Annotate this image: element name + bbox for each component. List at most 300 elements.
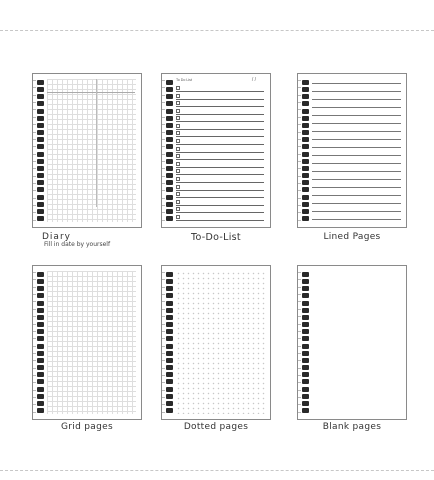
spiral-ring: [37, 293, 44, 298]
spiral-ring: [37, 159, 44, 164]
spiral-ring: [302, 372, 309, 377]
binding-hole: [162, 146, 165, 147]
spiral-ring: [166, 144, 173, 149]
binding-hole: [162, 183, 165, 184]
spiral-ring: [166, 159, 173, 164]
binding-hole: [33, 205, 36, 206]
binding-hole: [162, 168, 165, 169]
spiral-ring: [166, 365, 173, 370]
spiral-ring: [302, 358, 309, 363]
spiral-ring: [302, 272, 309, 277]
binding-hole: [33, 176, 36, 177]
binding-hole: [33, 279, 36, 280]
todo-caption: To-Do-List: [191, 232, 241, 243]
spiral-ring: [166, 180, 173, 185]
binding-hole: [298, 183, 301, 184]
binding-hole: [298, 309, 301, 310]
binding-hole: [33, 294, 36, 295]
spiral-ring: [302, 293, 309, 298]
spiral-ring: [302, 279, 309, 284]
spiral-ring: [166, 173, 173, 178]
binding-hole: [33, 390, 36, 391]
spiral-ring: [302, 187, 309, 192]
binding-hole: [33, 190, 36, 191]
spiral-ring: [166, 101, 173, 106]
spiral-ring: [166, 315, 173, 320]
spiral-ring: [166, 322, 173, 327]
spiral-ring: [166, 216, 173, 221]
todo-row: [176, 115, 264, 122]
binding-hole: [162, 132, 165, 133]
binding-hole: [33, 80, 36, 81]
spiral-ring: [37, 372, 44, 377]
binding-hole: [298, 176, 301, 177]
binding-hole: [162, 161, 165, 162]
checkbox-icon: [176, 207, 180, 211]
spiral-ring: [302, 301, 309, 306]
checkbox-icon: [176, 162, 180, 166]
binding-hole: [33, 124, 36, 125]
spiral-ring: [37, 315, 44, 320]
ruled-lines: [312, 79, 401, 222]
checkbox-icon: [176, 124, 180, 128]
spiral-ring: [166, 80, 173, 85]
binding-hole: [162, 316, 165, 317]
spiral-ring: [37, 358, 44, 363]
binding-hole: [162, 331, 165, 332]
binding-hole: [162, 272, 165, 273]
spiral-ring: [302, 159, 309, 164]
todo-lines: [176, 85, 264, 221]
spiral-ring: [37, 166, 44, 171]
todo-row: [176, 214, 264, 221]
spiral-ring: [166, 408, 173, 413]
binding-hole: [33, 346, 36, 347]
binding-hole: [162, 205, 165, 206]
spiral-ring: [166, 187, 173, 192]
spiral-binding: [166, 272, 176, 413]
spiral-ring: [302, 308, 309, 313]
spiral-binding: [166, 80, 176, 221]
todo-row: [176, 206, 264, 213]
todo-row: [176, 161, 264, 168]
spiral-ring: [166, 152, 173, 157]
todo-row: [176, 184, 264, 191]
binding-hole: [33, 316, 36, 317]
binding-hole: [162, 176, 165, 177]
spiral-ring: [302, 144, 309, 149]
spiral-ring: [166, 358, 173, 363]
spiral-ring: [166, 202, 173, 207]
bottom-dashed-divider: [0, 470, 434, 471]
dot-pattern: [176, 271, 265, 414]
spiral-ring: [302, 123, 309, 128]
spiral-ring: [166, 286, 173, 291]
spiral-ring: [166, 336, 173, 341]
binding-hole: [162, 412, 165, 413]
checkbox-icon: [176, 101, 180, 105]
binding-hole: [298, 161, 301, 162]
spiral-ring: [302, 202, 309, 207]
spiral-ring: [166, 137, 173, 142]
binding-hole: [33, 183, 36, 184]
binding-hole: [298, 198, 301, 199]
spiral-binding: [302, 272, 312, 413]
binding-hole: [298, 368, 301, 369]
binding-hole: [298, 146, 301, 147]
spiral-ring: [37, 152, 44, 157]
spiral-ring: [302, 216, 309, 221]
binding-hole: [298, 360, 301, 361]
spiral-ring: [166, 279, 173, 284]
checkbox-icon: [176, 154, 180, 158]
spiral-ring: [37, 94, 44, 99]
binding-hole: [33, 338, 36, 339]
blank-caption: Blank pages: [322, 422, 382, 432]
checkbox-icon: [176, 86, 180, 90]
spiral-ring: [166, 272, 173, 277]
spiral-ring: [37, 286, 44, 291]
checkbox-icon: [176, 215, 180, 219]
binding-hole: [33, 368, 36, 369]
spiral-ring: [302, 209, 309, 214]
spiral-ring: [37, 216, 44, 221]
binding-hole: [298, 212, 301, 213]
binding-hole: [162, 198, 165, 199]
binding-hole: [162, 139, 165, 140]
binding-hole: [298, 80, 301, 81]
spiral-ring: [37, 344, 44, 349]
binding-hole: [162, 124, 165, 125]
binding-hole: [33, 412, 36, 413]
spiral-ring: [37, 408, 44, 413]
todo-row: [176, 146, 264, 153]
binding-hole: [33, 154, 36, 155]
binding-hole: [33, 309, 36, 310]
spiral-ring: [302, 286, 309, 291]
binding-hole: [298, 168, 301, 169]
binding-hole: [33, 301, 36, 302]
spiral-ring: [166, 195, 173, 200]
binding-hole: [33, 404, 36, 405]
binding-hole: [162, 109, 165, 110]
spiral-ring: [166, 293, 173, 298]
diary-page-preview: [32, 73, 142, 228]
binding-hole: [298, 375, 301, 376]
spiral-ring: [166, 394, 173, 399]
binding-hole: [298, 154, 301, 155]
spiral-ring: [302, 130, 309, 135]
checkbox-icon: [176, 109, 180, 113]
binding-hole: [33, 168, 36, 169]
grid-pattern: [47, 271, 136, 414]
binding-hole: [162, 390, 165, 391]
spiral-ring: [37, 322, 44, 327]
binding-hole: [298, 190, 301, 191]
checkbox-icon: [176, 192, 180, 196]
spiral-ring: [166, 301, 173, 306]
todo-row: [176, 168, 264, 175]
grid-page-preview: [32, 265, 142, 420]
binding-hole: [162, 375, 165, 376]
spiral-ring: [166, 308, 173, 313]
binding-hole: [162, 404, 165, 405]
binding-hole: [298, 205, 301, 206]
spiral-ring: [166, 116, 173, 121]
todo-row: [176, 138, 264, 145]
spiral-ring: [302, 101, 309, 106]
spiral-ring: [302, 94, 309, 99]
binding-hole: [162, 294, 165, 295]
binding-hole: [33, 331, 36, 332]
binding-hole: [298, 294, 301, 295]
spiral-ring: [37, 272, 44, 277]
diary-date-column: [47, 79, 97, 207]
binding-hole: [298, 301, 301, 302]
binding-hole: [162, 287, 165, 288]
spiral-ring: [37, 173, 44, 178]
todo-page-header-title: To Do List: [176, 78, 192, 82]
spiral-binding: [37, 272, 47, 413]
spiral-ring: [302, 351, 309, 356]
binding-hole: [298, 316, 301, 317]
binding-hole: [298, 220, 301, 221]
spiral-ring: [37, 308, 44, 313]
binding-hole: [298, 404, 301, 405]
diary-subcaption: Fill in date by yourself: [44, 241, 111, 248]
spiral-ring: [166, 94, 173, 99]
spiral-ring: [302, 322, 309, 327]
spiral-ring: [37, 87, 44, 92]
binding-hole: [33, 220, 36, 221]
binding-hole: [162, 212, 165, 213]
spiral-ring: [302, 365, 309, 370]
spiral-ring: [166, 329, 173, 334]
spiral-ring: [302, 195, 309, 200]
spiral-ring: [37, 130, 44, 135]
binding-hole: [162, 102, 165, 103]
binding-hole: [33, 139, 36, 140]
todo-page-header: [176, 77, 264, 85]
spiral-ring: [166, 401, 173, 406]
spiral-ring: [166, 123, 173, 128]
spiral-ring: [166, 372, 173, 377]
binding-hole: [298, 338, 301, 339]
binding-hole: [162, 397, 165, 398]
spiral-ring: [37, 387, 44, 392]
binding-hole: [162, 353, 165, 354]
spiral-ring: [37, 109, 44, 114]
binding-hole: [162, 368, 165, 369]
binding-hole: [298, 102, 301, 103]
binding-hole: [298, 124, 301, 125]
binding-hole: [298, 287, 301, 288]
checkbox-icon: [176, 147, 180, 151]
spiral-ring: [166, 351, 173, 356]
binding-hole: [33, 272, 36, 273]
checkbox-icon: [176, 185, 180, 189]
spiral-ring: [166, 209, 173, 214]
todo-row: [176, 191, 264, 198]
spiral-ring: [166, 130, 173, 135]
todo-row: [176, 100, 264, 107]
spiral-ring: [166, 109, 173, 114]
binding-hole: [162, 309, 165, 310]
binding-hole: [162, 190, 165, 191]
todo-row: [176, 93, 264, 100]
spiral-ring: [37, 351, 44, 356]
binding-hole: [33, 95, 36, 96]
binding-hole: [298, 346, 301, 347]
spiral-ring: [37, 187, 44, 192]
binding-hole: [298, 382, 301, 383]
spiral-ring: [37, 301, 44, 306]
spiral-ring: [302, 152, 309, 157]
spiral-ring: [302, 329, 309, 334]
grid-caption: Grid pages: [61, 422, 113, 432]
binding-hole: [298, 117, 301, 118]
binding-hole: [162, 324, 165, 325]
lined-caption: Lined Pages: [323, 232, 381, 242]
binding-hole: [33, 212, 36, 213]
spiral-ring: [166, 387, 173, 392]
checkbox-icon: [176, 131, 180, 135]
binding-hole: [298, 95, 301, 96]
spiral-ring: [37, 80, 44, 85]
binding-hole: [162, 95, 165, 96]
spiral-ring: [302, 80, 309, 85]
binding-hole: [33, 287, 36, 288]
binding-hole: [162, 360, 165, 361]
diary-caption: Diary: [42, 232, 71, 242]
todo-row: [176, 199, 264, 206]
binding-hole: [162, 279, 165, 280]
spiral-ring: [37, 123, 44, 128]
binding-hole: [33, 324, 36, 325]
binding-hole: [33, 360, 36, 361]
spiral-ring: [37, 195, 44, 200]
spiral-ring: [302, 116, 309, 121]
spiral-ring: [302, 87, 309, 92]
todo-row: [176, 153, 264, 160]
binding-hole: [298, 109, 301, 110]
spiral-ring: [166, 344, 173, 349]
binding-hole: [298, 139, 301, 140]
dotted-caption: Dotted pages: [183, 422, 249, 432]
spiral-ring: [302, 137, 309, 142]
spiral-ring: [37, 209, 44, 214]
spiral-ring: [302, 401, 309, 406]
spiral-ring: [166, 166, 173, 171]
spiral-ring: [37, 336, 44, 341]
binding-hole: [298, 412, 301, 413]
spiral-ring: [37, 137, 44, 142]
spiral-ring: [166, 379, 173, 384]
checkbox-icon: [176, 169, 180, 173]
checkbox-icon: [176, 177, 180, 181]
binding-hole: [162, 301, 165, 302]
spiral-ring: [166, 87, 173, 92]
binding-hole: [298, 324, 301, 325]
lined-page-preview: [297, 73, 407, 228]
binding-hole: [162, 80, 165, 81]
spiral-ring: [302, 315, 309, 320]
spiral-ring: [302, 109, 309, 114]
spiral-ring: [37, 379, 44, 384]
binding-hole: [162, 154, 165, 155]
spiral-ring: [37, 279, 44, 284]
checkbox-icon: [176, 139, 180, 143]
binding-hole: [162, 87, 165, 88]
spiral-ring: [37, 144, 44, 149]
binding-hole: [33, 102, 36, 103]
binding-hole: [298, 331, 301, 332]
spiral-ring: [302, 336, 309, 341]
binding-hole: [162, 117, 165, 118]
binding-hole: [33, 198, 36, 199]
spiral-ring: [37, 180, 44, 185]
binding-hole: [33, 382, 36, 383]
todo-row: [176, 108, 264, 115]
binding-hole: [33, 117, 36, 118]
top-dashed-divider: [0, 30, 434, 31]
binding-hole: [298, 87, 301, 88]
checkbox-icon: [176, 116, 180, 120]
binding-hole: [33, 375, 36, 376]
spiral-binding: [37, 80, 47, 221]
binding-hole: [298, 390, 301, 391]
binding-hole: [33, 146, 36, 147]
spiral-ring: [37, 329, 44, 334]
binding-hole: [298, 272, 301, 273]
spiral-ring: [37, 116, 44, 121]
binding-hole: [298, 132, 301, 133]
binding-hole: [298, 397, 301, 398]
todo-row: [176, 85, 264, 92]
spiral-binding: [302, 80, 312, 221]
spiral-ring: [37, 365, 44, 370]
spiral-ring: [37, 202, 44, 207]
spiral-ring: [302, 394, 309, 399]
todo-page-preview: [161, 73, 271, 228]
binding-hole: [33, 161, 36, 162]
binding-hole: [33, 87, 36, 88]
dotted-page-preview: [161, 265, 271, 420]
spiral-ring: [302, 408, 309, 413]
binding-hole: [33, 132, 36, 133]
checkbox-icon: [176, 94, 180, 98]
binding-hole: [33, 353, 36, 354]
binding-hole: [298, 279, 301, 280]
spiral-ring: [302, 180, 309, 185]
binding-hole: [162, 346, 165, 347]
todo-row: [176, 123, 264, 130]
spiral-ring: [302, 166, 309, 171]
spiral-ring: [37, 401, 44, 406]
spiral-ring: [302, 379, 309, 384]
todo-page-header-date: / /: [251, 77, 256, 83]
todo-row: [176, 130, 264, 137]
binding-hole: [298, 353, 301, 354]
binding-hole: [33, 109, 36, 110]
checkbox-icon: [176, 200, 180, 204]
blank-page-preview: [297, 265, 407, 420]
binding-hole: [162, 382, 165, 383]
binding-hole: [162, 338, 165, 339]
binding-hole: [162, 220, 165, 221]
binding-hole: [33, 397, 36, 398]
spiral-ring: [302, 387, 309, 392]
